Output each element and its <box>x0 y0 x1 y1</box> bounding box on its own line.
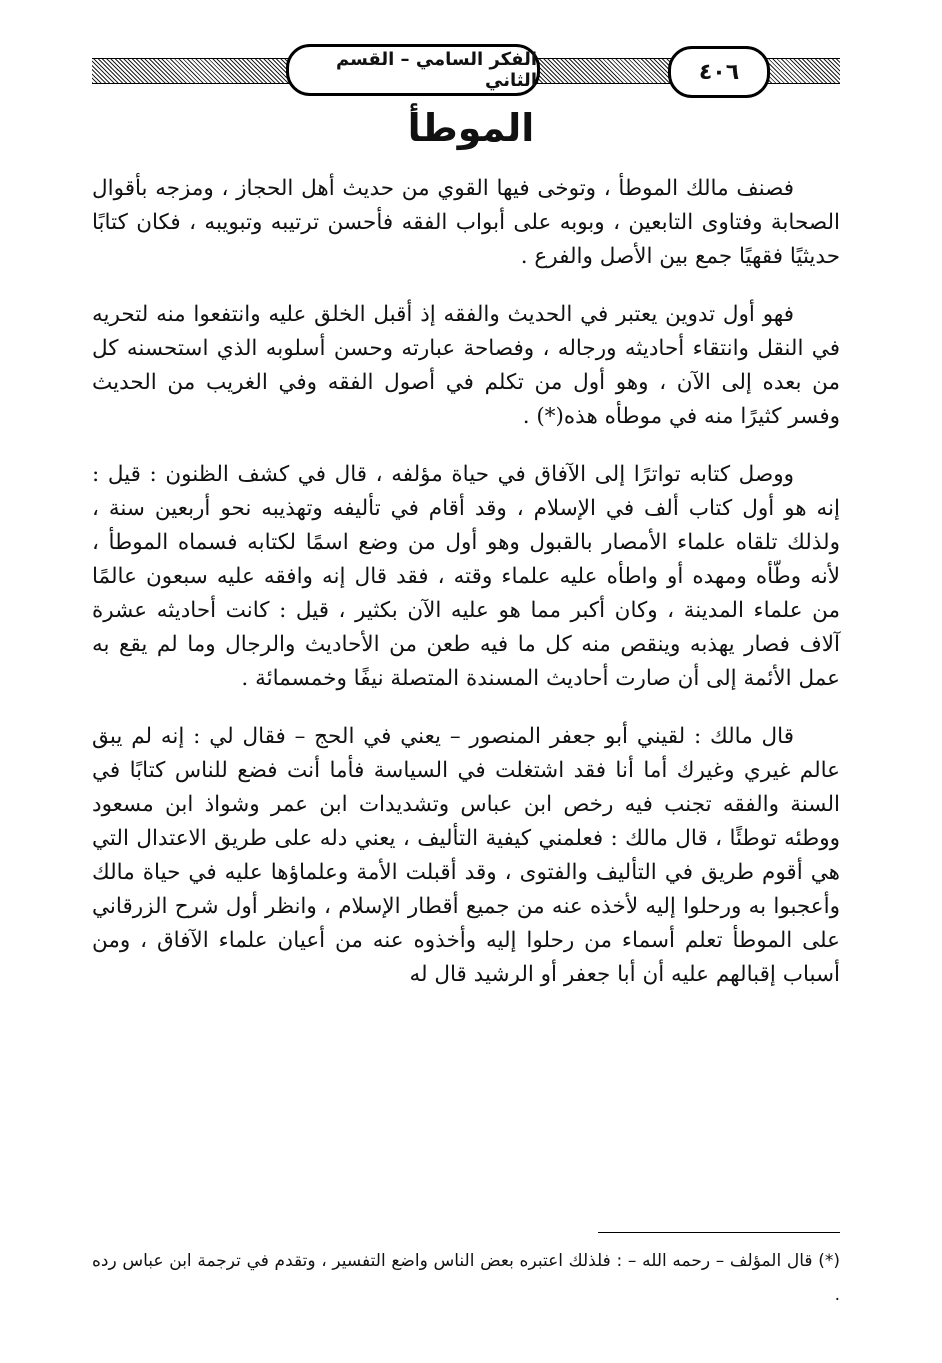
body-text <box>92 172 840 1016</box>
running-title: الفكر السامي – القسم الثاني <box>286 44 540 96</box>
chapter-title: الموطأ <box>407 106 535 150</box>
paragraph: قال مالك : لقيني أبو جعفر المنصور – يعني في الحج – فقال لي : إنه لم يبق عالم غيري وغيرك أما أنا فقد اشتغلت في السياسة فأما أنت فضع للناس كتابًا في السنة والفقه تجنب فيه رخص ابن عباس وتشديدات ابن عمر وشواذ ابن مسعود ووطئه توطئًا ، قال مالك : فعلمني كيفية التأليف ، يعني دله على طريق الاعتدال التي هي أقوم طريق في التأليف والفتوى ، وقد أقبلت الأمة وعلماؤها عليه في حياة مالك وأعجبوا به ورحلوا إليه لأخذه عنه من جميع أقطار الإسلام ، وانظر أول شرح الزرقاني على الموطأ تعلم أسماء من رحلوا إليه وأخذوه عنه من أعيان علماء الآفاق ، ومن أسباب إقبالهم عليه أن أبا جعفر أو الرشيد قال له <box>92 724 840 987</box>
paragraph: فهو أول تدوين يعتبر في الحديث والفقه إذ أقبل الخلق عليه وانتفعوا منه لتحريه في النقل وانتقاء أحاديثه ورجاله ، وفصاحة عبارته وحسن أسلوبه الذي استحسنه كل من بعده إلى الآن ، وهو أول من تكلم في أصول الفقه وفي الغريب من الحديث وفسر كثيرًا منه في موطأه هذه(*) . <box>92 302 840 429</box>
footnote-divider <box>598 1232 840 1233</box>
page-number: ٤٠٦ <box>668 46 770 98</box>
paragraph: فصنف مالك الموطأ ، وتوخى فيها القوي من حديث أهل الحجاز ، ومزجه بأقوال الصحابة وفتاوى التابعين ، وبوبه على أبواب الفقه فأحسن ترتيبه وتبويبه ، فكان كتابًا حديثيًا فقهيًا جمع بين الأصل والفرع . <box>92 176 840 269</box>
footnote: (*) قال المؤلف – رحمه الله – : فلذلك اعتبره بعض الناس واضع التفسير ، وتقدم في ترجمة ابن عباس رده . <box>92 1251 840 1305</box>
paragraph: ووصل كتابه تواترًا إلى الآفاق في حياة مؤلفه ، قال في كشف الظنون : قيل : إنه هو أول كتاب ألف في الإسلام ، وقد أقام في تأليفه وتهذيبه نحو أربعين سنة ، ولذلك تلقاه علماء الأمصار بالقبول وهو أول من وضع اسمًا لكتابه فسماه الموطأ ، لأنه وطّأه ومهده أو واطأه عليه علماء وقته ، فقد قال إنه وافقه عليه سبعون عالمًا من علماء المدينة ، وكان أكبر مما هو عليه الآن بكثير ، قيل : كانت أحاديثه عشرة آلاف فصار يهذبه وينقص منه كل ما فيه طعن من الأحاديث والرجال وما لم يقع به عمل الأئمة إلى أن صارت أحاديث المسندة المتصلة نيفًا وخمسمائة . <box>92 462 840 691</box>
page-header <box>92 44 840 96</box>
